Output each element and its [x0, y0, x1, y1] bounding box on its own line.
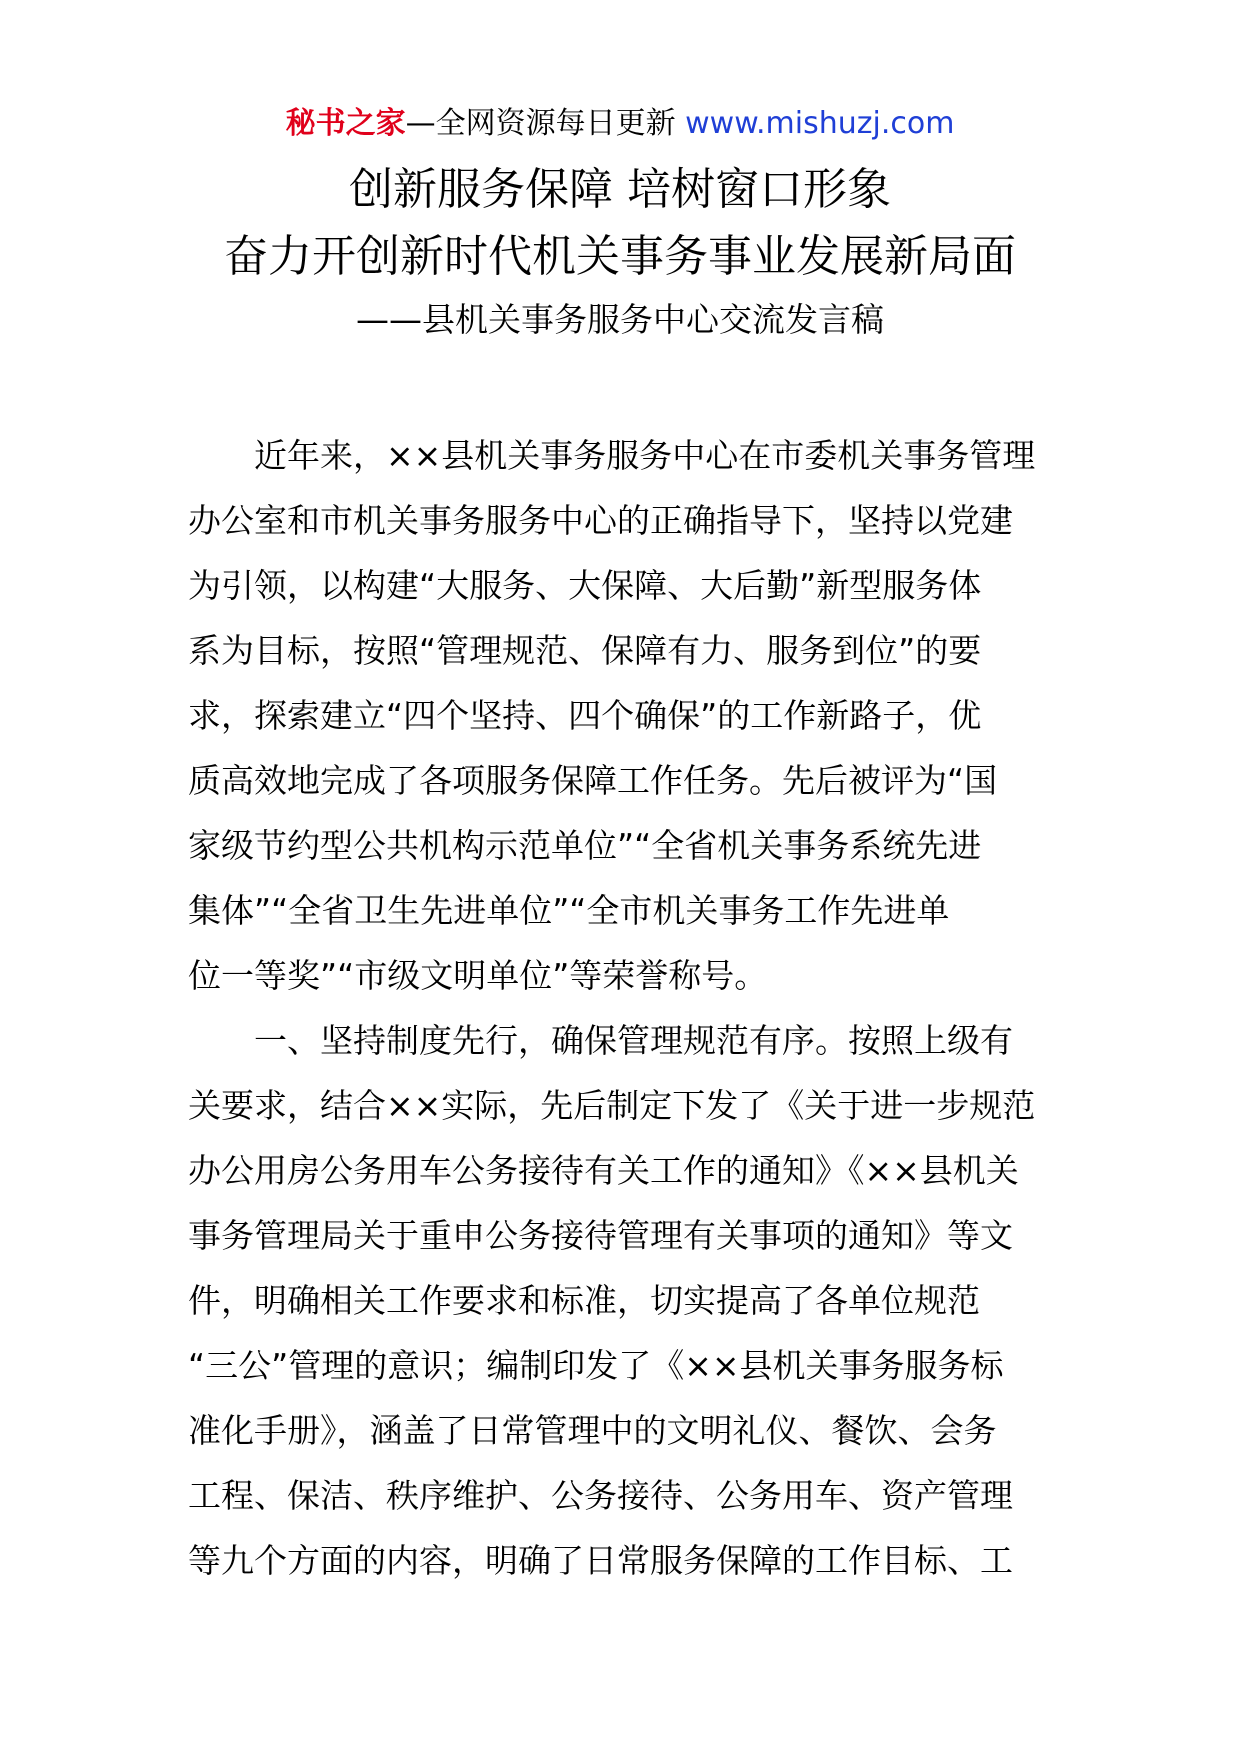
body-line: 办公用房公务用车公务接待有关工作的通知》《××县机关: [188, 1151, 1019, 1190]
body-line: 准化手册》，涵盖了日常管理中的文明礼仪、餐饮、会务: [188, 1411, 997, 1450]
body-line: 位一等奖”“市级文明单位”等荣誉称号。: [188, 956, 768, 995]
body-line: “三公”管理的意识；编制印发了《××县机关事务服务标: [188, 1346, 1004, 1385]
body-line: 求，探索建立“四个坚持、四个确保”的工作新路子，优: [188, 696, 982, 735]
brand-slogan: —全网资源每日更新: [405, 106, 676, 141]
body-line: 关要求，结合××实际，先后制定下发了《关于进一步规范: [188, 1086, 1036, 1125]
body-line: 质高效地完成了各项服务保障工作任务。先后被评为“国: [188, 761, 998, 800]
header-banner: [0, 100, 1240, 148]
body-line: 集体”“全省卫生先进单位”“全市机关事务工作先进单: [188, 891, 950, 930]
body-line: 办公室和市机关事务服务中心的正确指导下，坚持以党建: [188, 501, 1013, 540]
body-line: 事务管理局关于重申公务接待管理有关事项的通知》等文: [188, 1216, 1013, 1255]
body-line: 家级节约型公共机构示范单位”“全省机关事务系统先进: [188, 826, 982, 865]
brand-name: 秘书之家: [285, 106, 406, 141]
document-title-line-1: 创新服务保障 培树窗口形象: [349, 164, 891, 215]
brand-url-link[interactable]: www.mishuzj.com: [685, 106, 955, 141]
body-line: 工程、保洁、秩序维护、公务接待、公务用车、资产管理: [188, 1476, 1013, 1515]
body-line: 近年来，××县机关事务服务中心在市委机关事务管理: [254, 436, 1036, 475]
body-line: 等九个方面的内容，明确了日常服务保障的工作目标、工: [188, 1541, 1013, 1580]
body-line: 一、坚持制度先行，确保管理规范有序。按照上级有: [254, 1021, 1013, 1060]
body-line: 件，明确相关工作要求和标准，切实提高了各单位规范: [188, 1281, 980, 1320]
document-title-line-2: 奋力开创新时代机关事务事业发展新局面: [224, 231, 1016, 282]
document-subtitle: ——县机关事务服务中心交流发言稿: [356, 300, 884, 339]
body-line: 为引领，以构建“大服务、大保障、大后勤”新型服务体: [188, 566, 982, 605]
body-line: 系为目标，按照“管理规范、保障有力、服务到位”的要: [188, 631, 982, 670]
body-text: [188, 423, 1068, 1593]
